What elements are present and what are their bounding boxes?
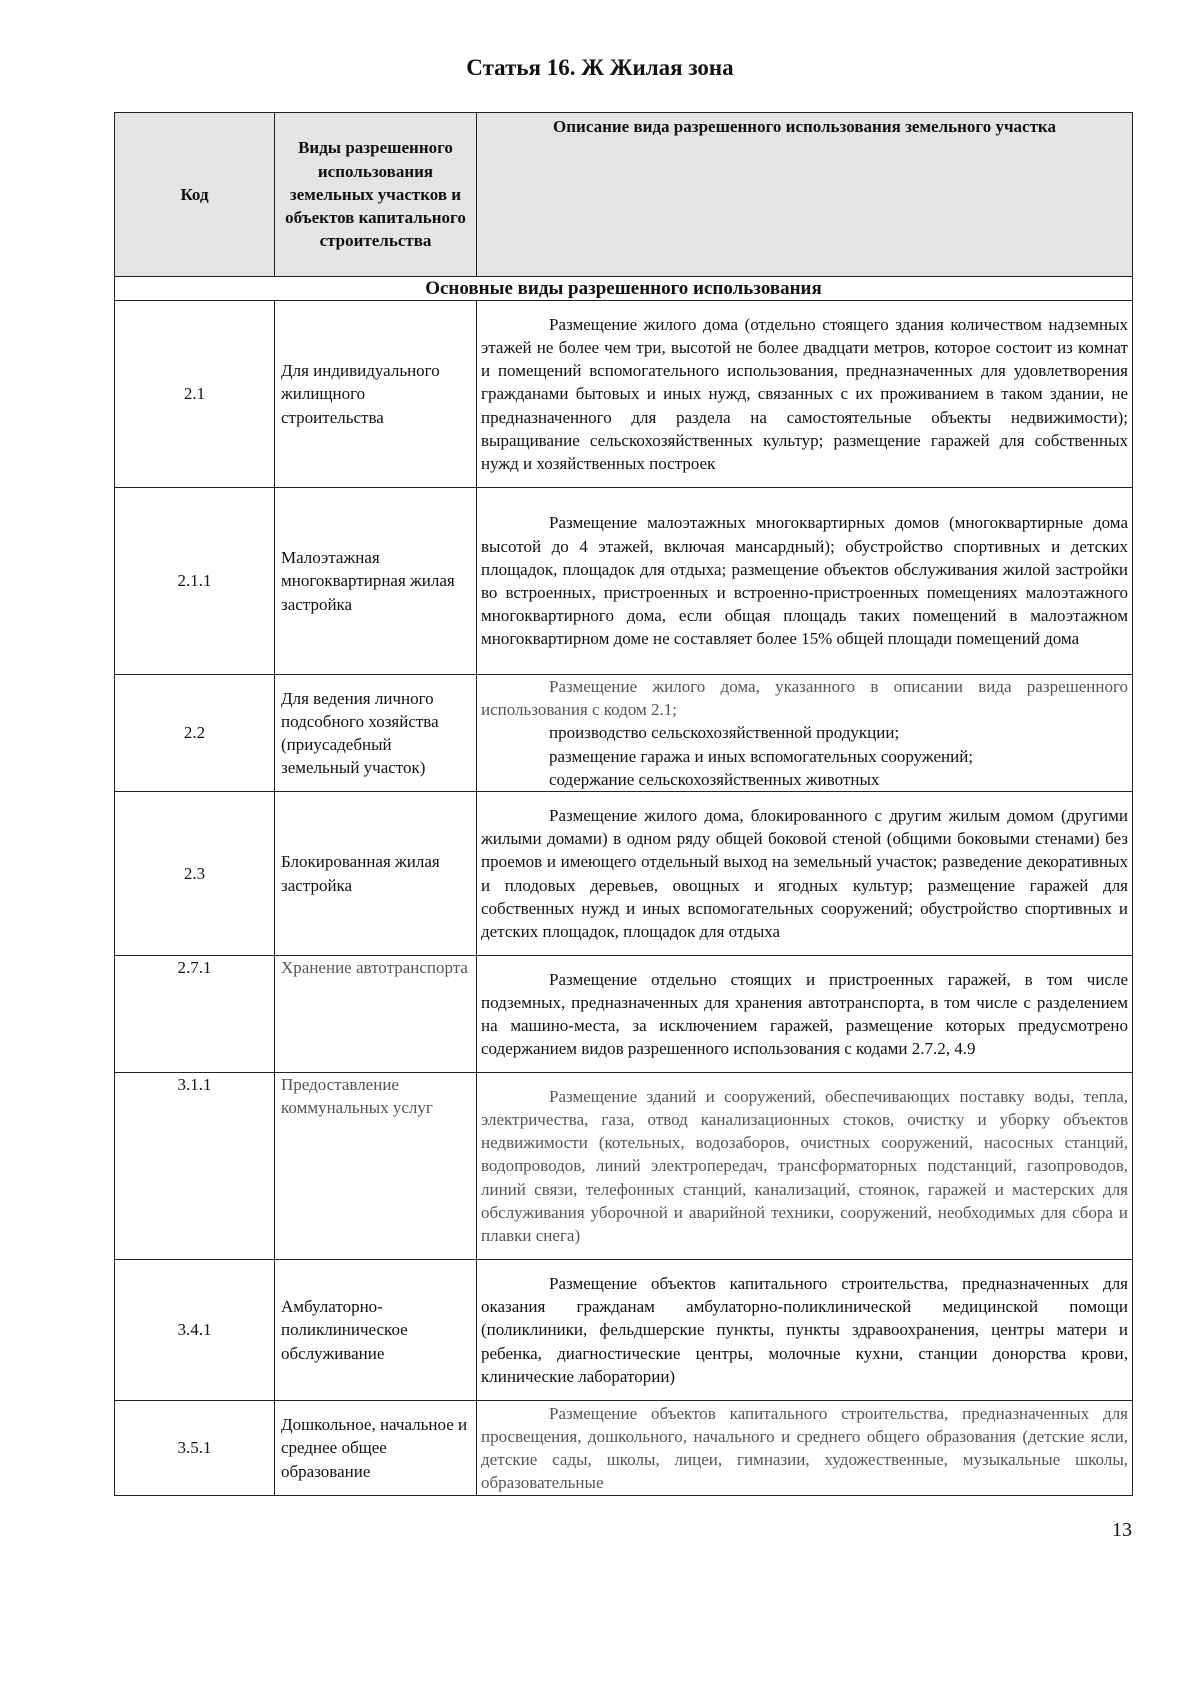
table-row <box>115 675 1133 792</box>
row-code: 3.4.1 <box>115 1260 275 1401</box>
row-description: Размещение жилого дома (отдельно стоящего здания количеством надземных этажей не более чем три, высотой не более двадцати метров, которое состоит из комнат и помещений вспомогательного использования, предназначенных для удовлетворения гражданами бытовых и иных нужд, связанных с их проживанием в таком здании, не предназначенного для раздела на самостоятельные объекты недвижимости); выращивание сельскохозяйственных культур; размещение гаражей для собственных нужд и хозяйственных построек <box>477 301 1133 488</box>
row-name: Для ведения личного подсобного хозяйства (приусадебный земельный участок) <box>275 675 477 792</box>
table-row <box>115 1073 1133 1260</box>
row-description: Размещение объектов капитального строительства, предназначенных для просвещения, дошкольного, начального и среднего общего образования (детские ясли, детские сады, школы, лицеи, гимназии, художественные, музыкальные школы, образовательные <box>477 1401 1133 1496</box>
table-header-row <box>115 113 1133 277</box>
row-name: Для индивидуального жилищного строительства <box>275 301 477 488</box>
row-description: Размещение зданий и сооружений, обеспечивающих поставку воды, тепла, электричества, газа, отвод канализационных стоков, очистку и уборку объектов недвижимости (котельных, водозаборов, очистных сооружений, насосных станций, водопроводов, линий электропередач, трансформаторных подстанций, газопроводов, линий связи, телефонных станций, канализаций, стоянок, гаражей и мастерских для обслуживания уборочной и аварийной техники, сооружений, необходимых для сбора и плавки снега) <box>477 1073 1133 1260</box>
row-code: 2.1 <box>115 301 275 488</box>
row-code: 2.1.1 <box>115 488 275 675</box>
row-code: 3.1.1 <box>115 1073 275 1260</box>
page-title: Статья 16. Ж Жилая зона <box>466 55 734 80</box>
table-row <box>115 956 1133 1073</box>
row-code: 2.2 <box>115 675 275 792</box>
description-lead: Размещение жилого дома, указанного в описании вида разрешенного использования с кодом 2.1; <box>481 677 1128 720</box>
description-item: производство сельскохозяйственной продукции; <box>549 723 900 743</box>
page-number: 13 <box>1112 1519 1132 1541</box>
table-row <box>115 488 1133 675</box>
row-description: Размещение объектов капитального строительства, предназначенных для оказания гражданам амбулаторно-поликлинической медицинской помощи (поликлиники, фельдшерские пункты, пункты здравоохранения, центры матери и ребенка, диагностические центры, молочные кухни, станции донорства крови, клинические лаборатории) <box>477 1260 1133 1401</box>
row-code: 2.7.1 <box>115 956 275 1073</box>
row-code: 2.3 <box>115 792 275 956</box>
land-use-table <box>114 112 1133 1496</box>
header-code: Код <box>115 113 275 277</box>
row-name: Блокированная жилая застройка <box>275 792 477 956</box>
section-title: Основные виды разрешенного использования <box>115 277 1133 301</box>
row-name: Дошкольное, начальное и среднее общее образование <box>275 1401 477 1496</box>
row-name: Хранение автотранспорта <box>275 956 477 1073</box>
table-row <box>115 1401 1133 1496</box>
row-description <box>477 675 1133 792</box>
header-type: Виды разрешенного использования земельных участков и объектов капитального строительства <box>275 113 477 277</box>
table-row <box>115 301 1133 488</box>
row-description: Размещение жилого дома, блокированного с другим жилым домом (другими жилыми домами) в одном ряду общей боковой стеной (общими боковыми стенами) без проемов и имеющего отдельный выход на земельный участок; разведение декоративных и плодовых деревьев, овощных и ягодных культур; размещение гаражей для собственных нужд и иных вспомогательных сооружений; обустройство спортивных и детских площадок, площадок для отдыха <box>477 792 1133 956</box>
section-row <box>115 277 1133 301</box>
row-name: Малоэтажная многоквартирная жилая застройка <box>275 488 477 675</box>
description-item: содержание сельскохозяйственных животных <box>549 769 880 789</box>
header-description: Описание вида разрешенного использования земельного участка <box>477 113 1133 277</box>
row-code: 3.5.1 <box>115 1401 275 1496</box>
row-description: Размещение отдельно стоящих и пристроенных гаражей, в том числе подземных, предназначенных для хранения автотранспорта, в том числе с разделением на машино-места, за исключением гаражей, размещение которых предусмотрено содержанием видов разрешенного использования с кодами 2.7.2, 4.9 <box>477 956 1133 1073</box>
table-row <box>115 792 1133 956</box>
row-name: Амбулаторно-поликлиническое обслуживание <box>275 1260 477 1401</box>
row-description: Размещение малоэтажных многоквартирных домов (многоквартирные дома высотой до 4 этажей, включая мансардный); обустройство спортивных и детских площадок, площадок для отдыха; размещение объектов обслуживания жилой застройки во встроенных, пристроенных и встроенно-пристроенных помещениях малоэтажного многоквартирного дома, если общая площадь таких помещений в малоэтажном многоквартирном доме не составляет более 15% общей площади помещений дома <box>477 488 1133 675</box>
table-row <box>115 1260 1133 1401</box>
description-item: размещение гаража и иных вспомогательных сооружений; <box>549 746 974 766</box>
row-name: Предоставление коммунальных услуг <box>275 1073 477 1260</box>
